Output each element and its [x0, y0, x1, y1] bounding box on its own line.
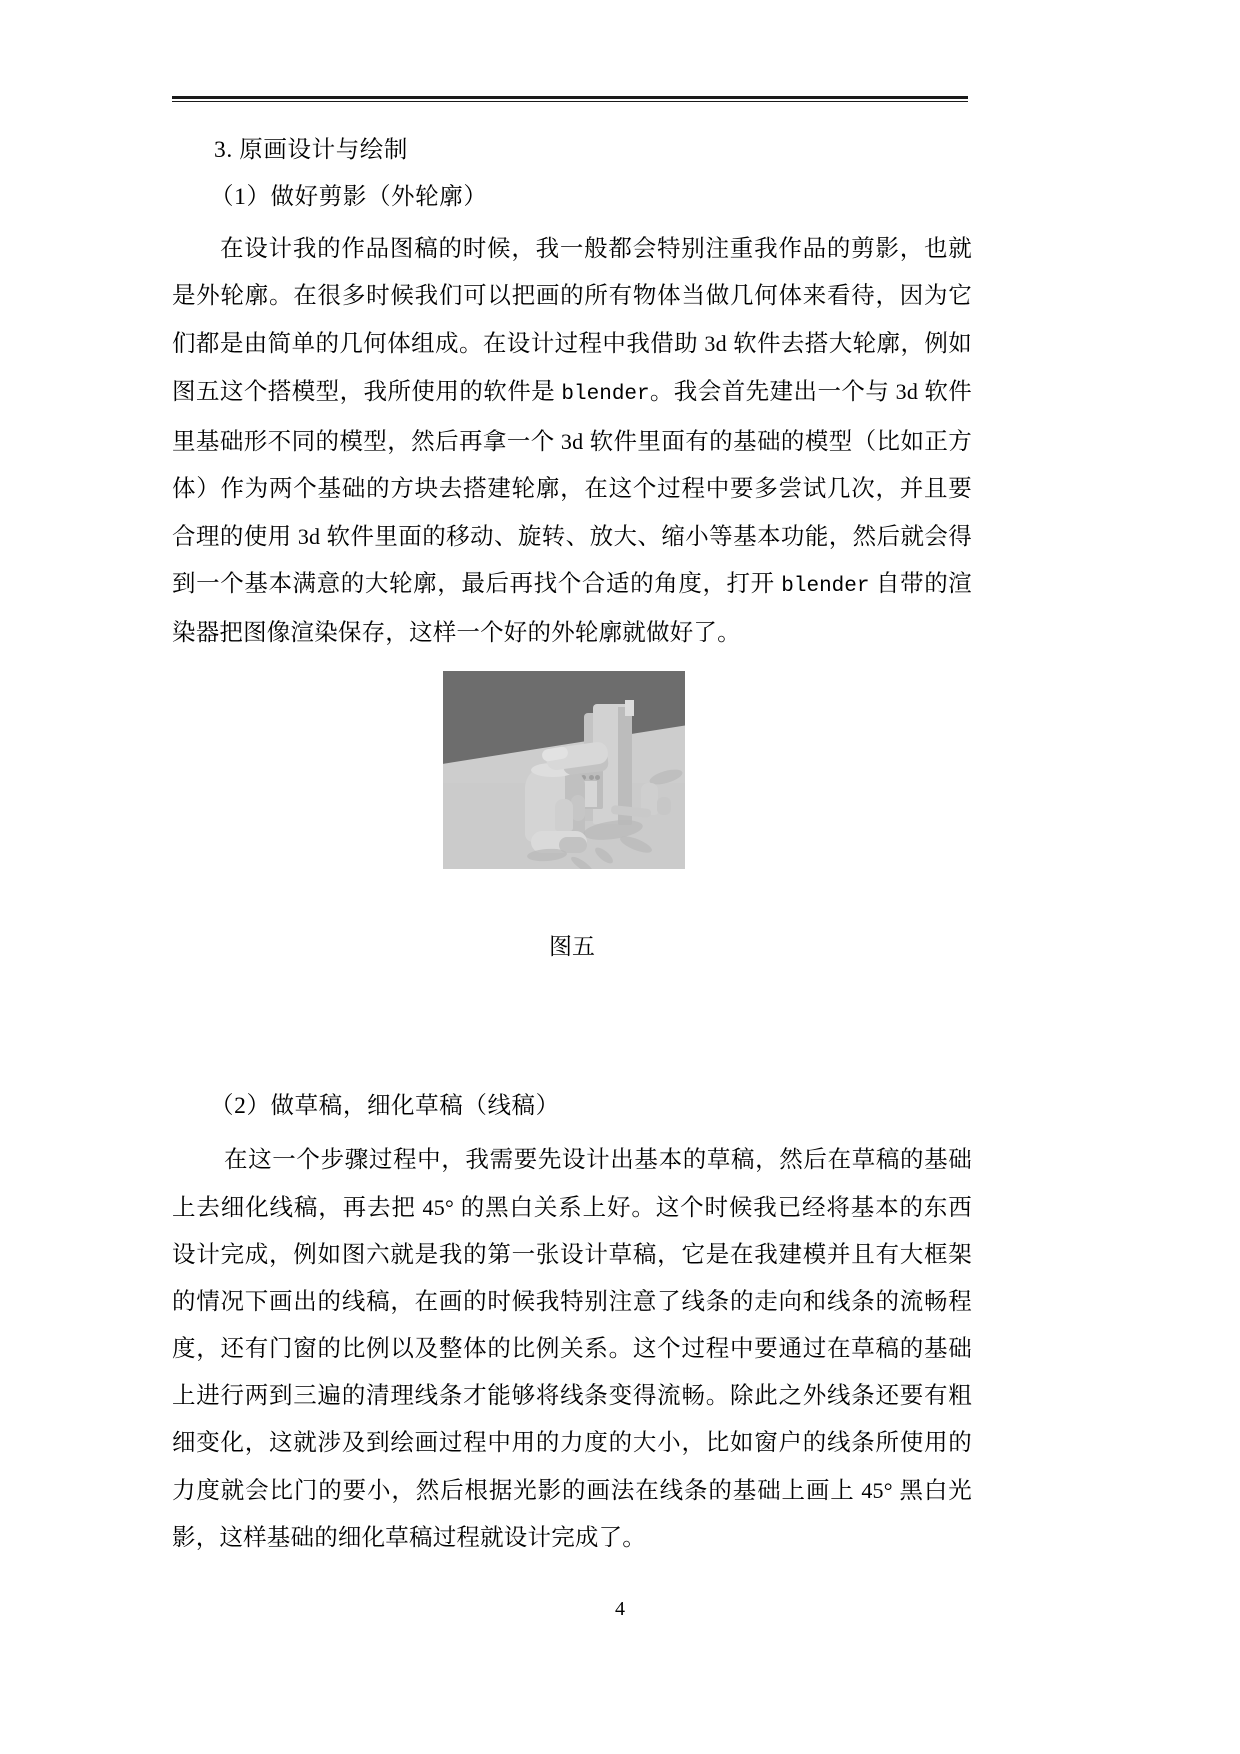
render-leg-b — [571, 795, 585, 821]
para2-seg-a: 在这一个步骤过程中，我需要先设计出基本的草稿，然后在草稿的基础上去细化线稿，再去把 — [172, 1147, 972, 1221]
header-rule-thick — [172, 96, 968, 99]
blender-render-image — [443, 671, 685, 869]
paragraph-1 — [172, 226, 972, 657]
para2-seg-c: 黑白光影，这样基础的细化草稿过程就设计完成了。 — [172, 1478, 972, 1551]
para2-angle-2: 45° — [861, 1478, 893, 1503]
paragraph-2 — [172, 1137, 972, 1562]
render-column-cap — [625, 700, 634, 716]
render-right-object-2 — [657, 797, 671, 815]
render-knob — [589, 775, 594, 780]
subsection-heading-2: （2）做草稿，细化草稿（线稿） — [210, 1093, 560, 1119]
header-rule-thin — [172, 101, 968, 102]
para1-seg-b: 软件去搭大轮廓，例如图五这个搭模型，我所使用的软件是 — [172, 331, 972, 405]
subsection-heading-1: （1）做好剪影（外轮廓） — [210, 184, 488, 210]
content-column — [172, 126, 972, 657]
para1-term-blender-1: blender — [561, 383, 650, 406]
para2-angle-1: 45° — [422, 1195, 454, 1220]
para2-seg-b: 的黑白关系上好。这个时候我已经将基本的东西设计完成，例如图六就是我的第一张设计草稿，它是在我建模并且有大框架的情况下画出的线稿，在画的时候我特别注意了线条的走向和线条的流畅程度，还有门窗的比例以及整体的比例关系。这个过程中要通过在草稿的基础上进行两到三遍的清理线条才能够将线条变得流畅。除此之外线条还要有粗细变化，这就涉及到绘画过程中用的力度的大小，比如窗户的线条所使用的力度就会比门的要小，然后根据光影的画法在线条的基础上画上 — [172, 1195, 972, 1504]
para1-term-3d-3: 3d — [560, 429, 584, 454]
page-number: 4 — [615, 1598, 625, 1620]
para1-term-blender-2: blender — [781, 575, 870, 598]
para1-seg-g: 自带的渲染器把图像渲染保存，这样一个好的外轮廓就做好了。 — [172, 571, 973, 646]
para1-seg-d: 软件里基础形不同的模型，然后再拿一个 — [172, 379, 972, 455]
section-heading-3: 3. 原画设计与绘制 — [214, 137, 408, 163]
para1-seg-c: 。我会首先建出一个与 — [649, 379, 896, 405]
para1-term-3d-1: 3d — [704, 331, 727, 356]
para1-seg-e: 软件里面有的基础的模型（比如正方体）作为两个基础的方块去搭建轮廓，在这个过程中要多尝试几次，并且要合理的使用 — [172, 429, 972, 550]
para1-term-3d-4: 3d — [297, 524, 321, 549]
figure-five — [443, 671, 685, 869]
figure-caption: 图五 — [549, 934, 595, 959]
render-panel — [583, 781, 597, 807]
header-rule — [172, 96, 968, 102]
para1-seg-a: 在设计我的作品图稿的时候，我一般都会特别注重我作品的剪影，也就是外轮廓。在很多时候我们可以把画的所有物体当做几何体来看待，因为它们都是由简单的几何体组成。在设计过程中我借助 — [172, 236, 972, 357]
para1-term-3d-2: 3d — [895, 379, 919, 404]
render-knob — [595, 775, 600, 780]
content-column-lower — [172, 1086, 972, 1562]
render-leg-a — [555, 799, 573, 831]
para1-seg-f: 软件里面的移动、旋转、放大、缩小等基本功能，然后就会得到一个基本满意的大轮廓，最后再找个合适的角度，打开 — [172, 524, 972, 597]
